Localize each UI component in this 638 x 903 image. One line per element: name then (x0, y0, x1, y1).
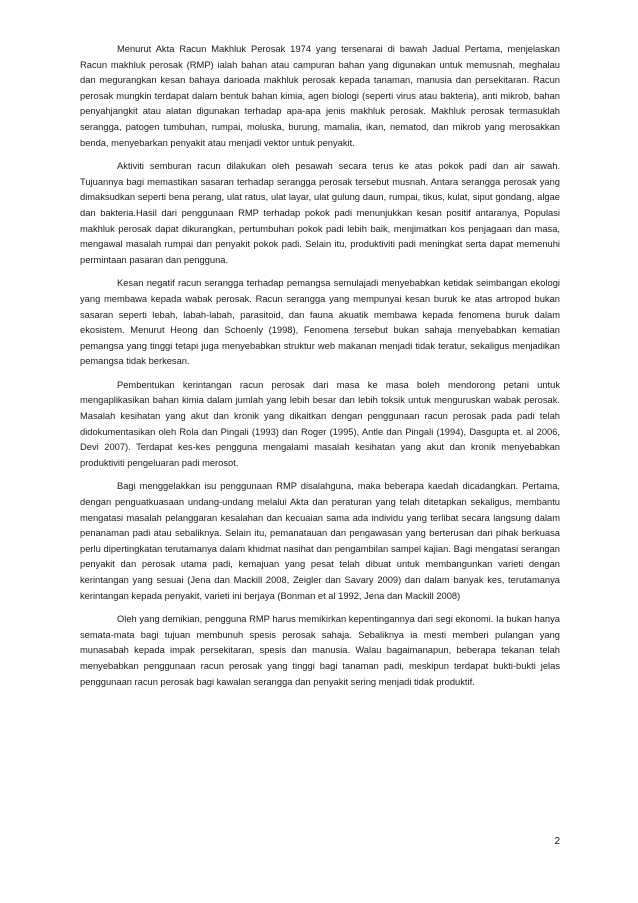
paragraph-3: Kesan negatif racun serangga terhadap pemangsa semulajadi menyebabkan ketidak seimbangan ekologi yang membawa kepada wabak perosak. Racun serangga yang mempunyai kesan buruk ke atas artropod bukan sasaran seperti lebah, labah-labah, parasitoid, dan fauna akuatik membawa kepada fenomena buruk dalam ekosistem. Menurut Heong dan Schoenly (1998), Fenomena tersebut bukan sahaja menyebabkan kematian pemangsa yang tinggi tetapi juga menyebabkan struktur web makanan menjadi tidak teratur, sekaligus menjadikan pemangsa tidak berkesan. (80, 278, 560, 367)
document-body (80, 42, 560, 698)
page-number: 2 (554, 836, 560, 847)
paragraph-6: Oleh yang demikian, pengguna RMP harus memikirkan kepentingannya dari segi ekonomi. Ia bukan hanya semata-mata bagi tujuan membunuh spesis perosak sahaja. Sebaliknya ia mesti memberi pulangan yang munasabah kepada impak persekitaran, spesis dan manusia. Walau bagaimanapun, beberapa tekanan telah menyebabkan penggunaan racun perosak yang tinggi bagi tanaman padi, meskipun terdapat bukti-bukti jelas penggunaan racun perosak bagi kawalan serangga dan penyakit sering menjadi tidak produktif. (80, 614, 560, 687)
paragraph-2: Aktiviti semburan racun dilakukan oleh pesawah secara terus ke atas pokok padi dan air sawah. Tujuannya bagi memastikan sasaran terhadap serangga perosak tersebut musnah. Antara serangga perosak yang dimaksudkan seperti bena perang, ulat ratus, ulat layar, ulat gulung daun, rumpai, tikus, kulat, siput gondang, algae dan bakteria.Hasil dari penggunaan RMP terhadap pokok padi menunjukkan kesan positif antaranya, Populasi makhluk perosak dapat dikurangkan, pertumbuhan pokok padi lebih baik, menjimatkan kos penjagaan dan masa, mengawal masalah rumpai dan penyakit pokok padi. Selain itu, produktiviti padi meningkat serta dapat memenuhi permintaan pasaran dan pengguna. (80, 161, 560, 265)
paragraph-4: Pembentukan kerintangan racun perosak dari masa ke masa boleh mendorong petani untuk mengaplikasikan bahan kimia dalam jumlah yang lebih besar dan lebih toksik untuk menguruskan wabak perosak. Masalah kesihatan yang akut dan kronik yang dikaitkan dengan penggunaan racun perosak pada padi telah didokumentasikan oleh Rola dan Pingali (1993) dan Roger (1995), Antle dan Pingali (1994), Dasgupta et. al 2006, Devi 2007). Terdapat kes-kes pengguna mengalami masalah kesihatan yang akut dan kronik menyebabkan produktiviti pengeluaran padi merosot. (80, 379, 560, 468)
paragraph-5: Bagi menggelakkan isu penggunaan RMP disalahguna, maka beberapa kaedah dicadangkan. Pertama, dengan penguatkuasaan undang-undang melalui Akta dan peraturan yang telah ditetapkan sekaligus, membantu mengatasi masalah pelanggaran kesalahan dan kecuaian sama ada individu yang terlibat secara langsung dalam penanaman padi atau sebaliknya. Selain itu, pemanatauan dan pengawasan yang berterusan dari pihak berkuasa perlu dipertingkatan terutamanya dalam khidmat nasihat dan pengambilan sampel kajian. Bagi mengatasi serangan penyakit dan perosak utama padi, kemajuan yang pesat telah dibuat untuk membangunkan varieti dengan kerintangan yang sesuai (Jena dan Mackill 2008, Zeigler dan Savary 2009) dan dalam banyak kes, terutamanya kerintangan kepada penyakit, varieti ini berjaya (Bonman et al 1992, Jena dan Mackill 2008) (80, 481, 560, 601)
paragraph-1: Menurut Akta Racun Makhluk Perosak 1974 yang tersenarai di bawah Jadual Pertama, menjelaskan Racun makhluk perosak (RMP) ialah bahan atau campuran bahan yang digunakan untuk memusnah, meghalau dan megurangkan kesan bahaya darioada makhluk perosak kepada tanaman, manusia dan persekitaran. Racun perosak mungkin terdapat dalam bentuk bahan kimia, agen biologi (seperti virus atau bakteria), anti mikrob, bahan penyahjangkit atau alatan digunakan terhadap apa-apa jenis makhluk perosak. Makhluk perosak termasuklah serangga, patogen tumbuhan, rumpai, moluska, burung, mamalia, ikan, nematod, dan mikrob yang merosakkan benda, menyebarkan penyakit atau menjadi vektor untuk penyakit. (80, 44, 560, 148)
